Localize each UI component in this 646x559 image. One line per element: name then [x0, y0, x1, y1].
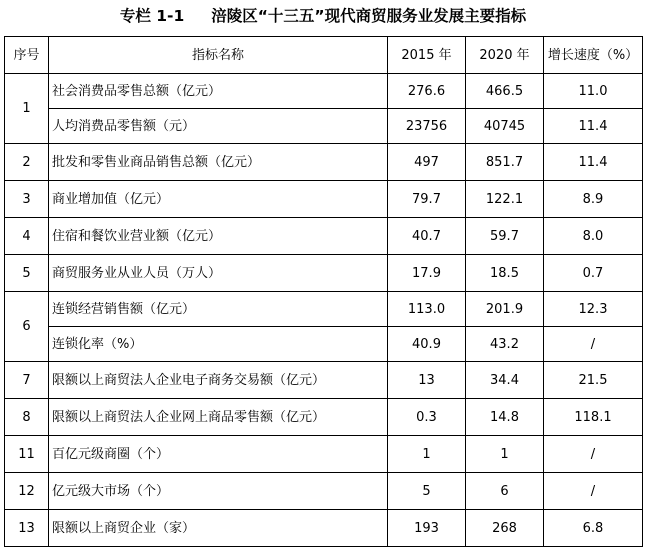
growth-rate: 8.0	[544, 218, 643, 255]
table-title: 专栏 1-1 涪陵区“十三五”现代商贸服务业发展主要指标	[119, 7, 527, 25]
table-row	[5, 292, 643, 327]
value-2020: 59.7	[466, 218, 544, 255]
indicators-table	[4, 36, 643, 547]
growth-rate: 11.4	[544, 109, 643, 144]
value-2020: 34.4	[466, 362, 544, 399]
header-row	[5, 37, 643, 74]
indicator-name: 亿元级大市场（个）	[49, 473, 388, 510]
growth-rate: /	[544, 436, 643, 473]
growth-rate: 0.7	[544, 255, 643, 292]
value-2020: 14.8	[466, 399, 544, 436]
table-row	[5, 255, 643, 292]
row-number: 3	[5, 181, 49, 218]
table-row	[5, 327, 643, 362]
table-row	[5, 109, 643, 144]
value-2020: 40745	[466, 109, 544, 144]
value-2020: 1	[466, 436, 544, 473]
row-number: 2	[5, 144, 49, 181]
header-2020: 2020 年	[466, 37, 544, 74]
growth-rate: 11.4	[544, 144, 643, 181]
indicator-name: 商贸服务业从业人员（万人）	[49, 255, 388, 292]
growth-rate: 12.3	[544, 292, 643, 327]
table-row	[5, 181, 643, 218]
growth-rate: 21.5	[544, 362, 643, 399]
table-row	[5, 362, 643, 399]
table-row	[5, 218, 643, 255]
table-row	[5, 74, 643, 109]
growth-rate: /	[544, 327, 643, 362]
growth-rate: /	[544, 473, 643, 510]
row-number: 13	[5, 510, 49, 547]
growth-rate: 8.9	[544, 181, 643, 218]
table-row	[5, 399, 643, 436]
indicator-name: 社会消费品零售总额（亿元）	[49, 74, 388, 109]
value-2015: 79.7	[388, 181, 466, 218]
value-2015: 23756	[388, 109, 466, 144]
indicator-name: 连锁经营销售额（亿元）	[49, 292, 388, 327]
header-growth: 增长速度（%）	[544, 37, 643, 74]
value-2015: 13	[388, 362, 466, 399]
indicator-name: 商业增加值（亿元）	[49, 181, 388, 218]
indicator-name: 住宿和餐饮业营业额（亿元）	[49, 218, 388, 255]
row-number: 1	[5, 74, 49, 144]
header-no: 序号	[5, 37, 49, 74]
row-number: 6	[5, 292, 49, 362]
value-2020: 18.5	[466, 255, 544, 292]
row-number: 7	[5, 362, 49, 399]
table-row	[5, 510, 643, 547]
row-number: 8	[5, 399, 49, 436]
table-row	[5, 473, 643, 510]
value-2015: 113.0	[388, 292, 466, 327]
value-2020: 201.9	[466, 292, 544, 327]
value-2015: 40.7	[388, 218, 466, 255]
growth-rate: 118.1	[544, 399, 643, 436]
value-2020: 466.5	[466, 74, 544, 109]
value-2020: 43.2	[466, 327, 544, 362]
value-2015: 276.6	[388, 74, 466, 109]
row-number: 11	[5, 436, 49, 473]
value-2015: 0.3	[388, 399, 466, 436]
value-2015: 5	[388, 473, 466, 510]
growth-rate: 11.0	[544, 74, 643, 109]
indicator-name: 人均消费品零售额（元）	[49, 109, 388, 144]
value-2015: 497	[388, 144, 466, 181]
value-2020: 122.1	[466, 181, 544, 218]
header-indicator: 指标名称	[49, 37, 388, 74]
value-2020: 6	[466, 473, 544, 510]
value-2015: 17.9	[388, 255, 466, 292]
value-2020: 851.7	[466, 144, 544, 181]
row-number: 5	[5, 255, 49, 292]
header-2015: 2015 年	[388, 37, 466, 74]
value-2015: 40.9	[388, 327, 466, 362]
indicator-name: 限额以上商贸法人企业网上商品零售额（亿元）	[49, 399, 388, 436]
row-number: 12	[5, 473, 49, 510]
indicator-name: 批发和零售业商品销售总额（亿元）	[49, 144, 388, 181]
value-2015: 193	[388, 510, 466, 547]
value-2020: 268	[466, 510, 544, 547]
indicator-name: 百亿元级商圈（个）	[49, 436, 388, 473]
indicator-name: 连锁化率（%）	[49, 327, 388, 362]
value-2015: 1	[388, 436, 466, 473]
row-number: 4	[5, 218, 49, 255]
table-row	[5, 436, 643, 473]
growth-rate: 6.8	[544, 510, 643, 547]
table-row	[5, 144, 643, 181]
indicator-name: 限额以上商贸企业（家）	[49, 510, 388, 547]
indicator-name: 限额以上商贸法人企业电子商务交易额（亿元）	[49, 362, 388, 399]
